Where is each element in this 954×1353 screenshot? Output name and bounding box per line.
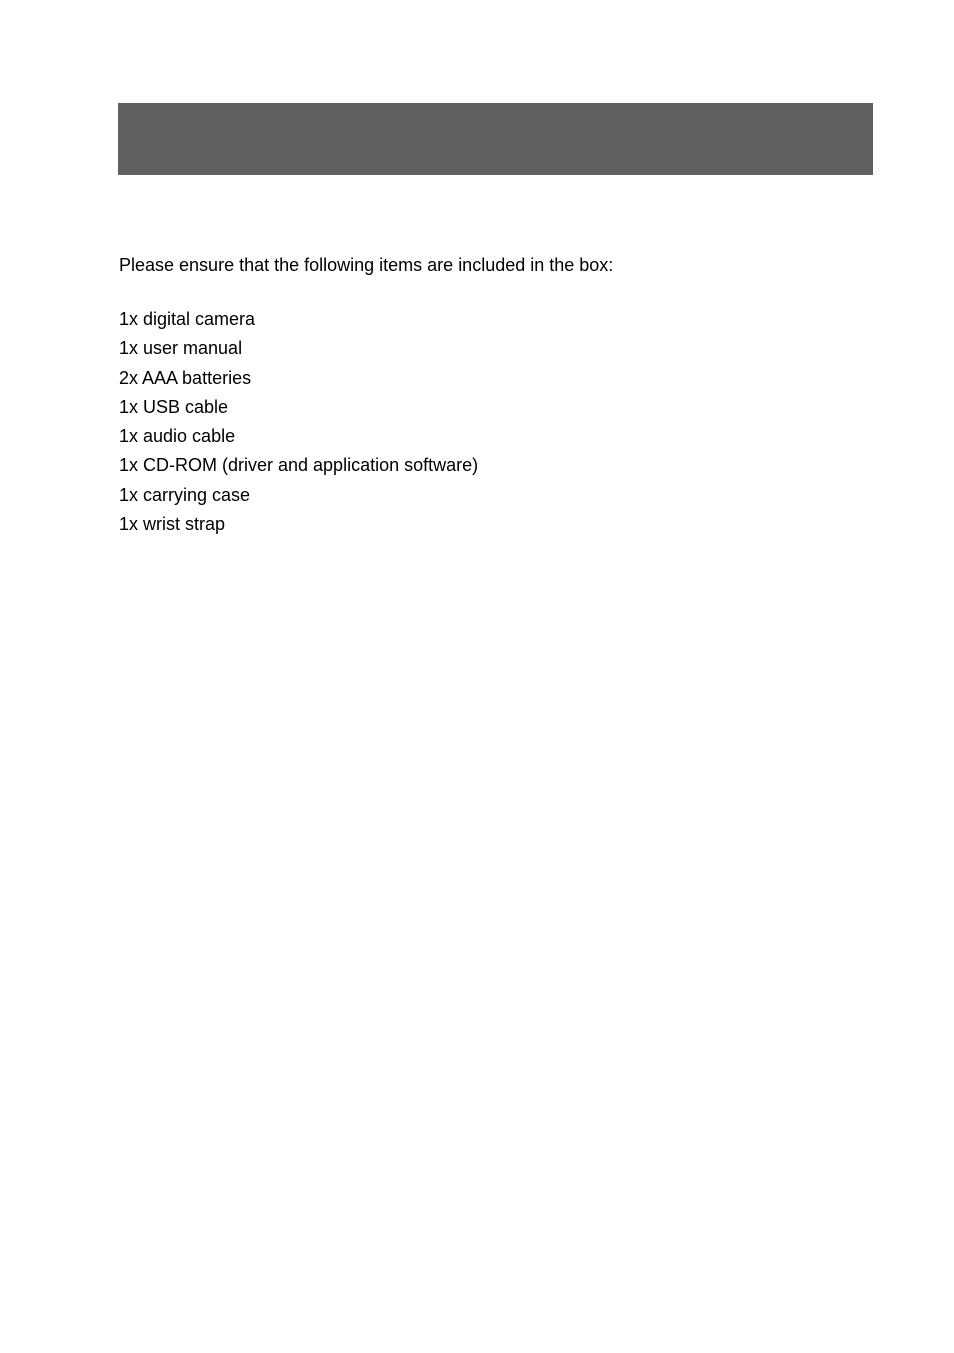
package-contents-list <box>119 305 478 539</box>
list-item: 1x CD-ROM (driver and application software) <box>119 455 479 476</box>
list-item: 1x carrying case <box>119 484 251 505</box>
list-item: 1x USB cable <box>119 396 229 417</box>
list-item: 1x digital camera <box>119 309 256 329</box>
list-item: 1x user manual <box>119 338 243 359</box>
list-item: 1x audio cable <box>119 426 236 447</box>
list-item: 2x AAA batteries <box>119 367 252 388</box>
section-header-bar <box>118 103 873 175</box>
intro-text: Please ensure that the following items are included in the box: <box>119 255 614 275</box>
list-item: 1x wrist strap <box>119 514 226 535</box>
